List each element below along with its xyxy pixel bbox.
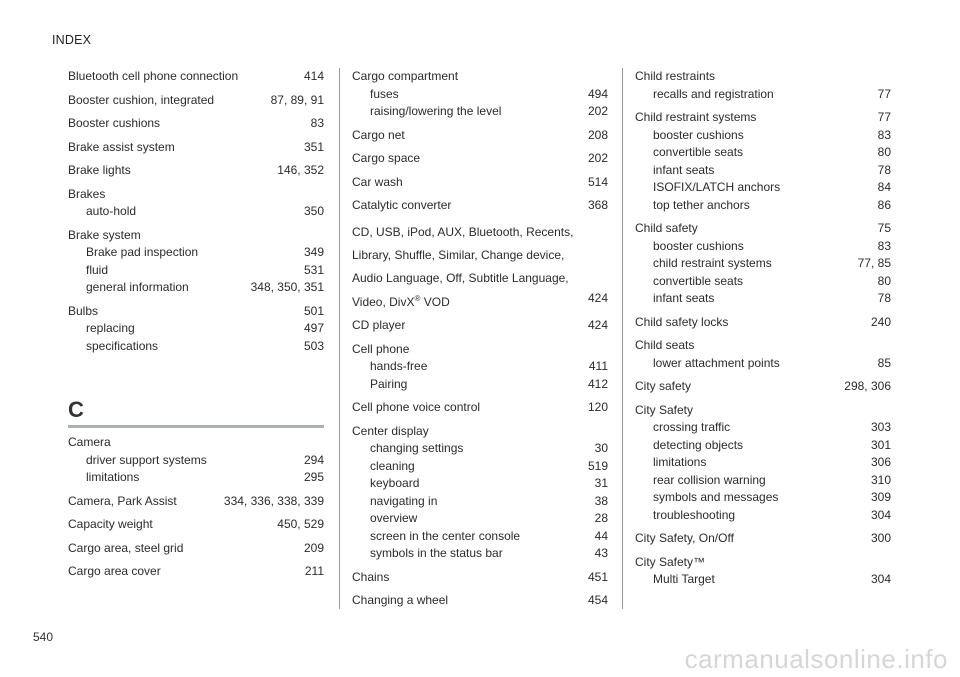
index-entry xyxy=(68,516,324,534)
entries-child xyxy=(635,68,891,589)
page-ref: 334, 336, 338, 339 xyxy=(223,493,324,508)
page-ref: 503 xyxy=(303,338,324,353)
index-entry xyxy=(68,68,324,86)
index-entry xyxy=(352,399,608,417)
sub-entry xyxy=(635,419,891,437)
sub-entry-label: navigating in xyxy=(370,493,438,508)
sub-entry-label: symbols in the status bar xyxy=(370,546,503,560)
index-entry xyxy=(635,530,891,548)
page-ref: 86 xyxy=(877,197,891,212)
page-header: INDEX xyxy=(52,33,92,47)
page-ref: 351 xyxy=(303,139,324,154)
index-entry xyxy=(352,150,608,168)
index-entry xyxy=(68,186,324,221)
index-entry xyxy=(352,68,608,121)
entry-label: Booster cushions xyxy=(68,116,161,130)
page-ref: 497 xyxy=(303,321,324,335)
index-entry: CD, USB, iPod, AUX, Bluetooth, Recents, Library, Shuffle, Similar, Change device, Audio Language, Off, Subtitle Language, Video, DivX® VOD 424 xyxy=(352,221,608,312)
entry-label: Chains xyxy=(352,569,390,584)
page-ref: 304 xyxy=(870,507,891,522)
entry-label: Brake assist system xyxy=(68,139,175,154)
page-ref: 531 xyxy=(303,262,324,277)
entry-label: Camera, Park Assist xyxy=(68,493,177,508)
page-ref: 414 xyxy=(303,69,324,83)
page-ref: 83 xyxy=(310,116,324,130)
sub-entry xyxy=(352,545,608,563)
sub-entry-label: cleaning xyxy=(370,458,415,473)
page-ref: 87, 89, 91 xyxy=(270,92,324,107)
sub-entry xyxy=(635,127,891,145)
entry-label: Child safety xyxy=(635,221,698,235)
page-ref: 202 xyxy=(587,151,608,165)
index-entry xyxy=(352,341,608,394)
sub-entry-label: replacing xyxy=(86,321,135,335)
index-entry xyxy=(68,303,324,356)
entry-label: Catalytic converter xyxy=(352,198,452,212)
sub-entry xyxy=(352,440,608,458)
sub-entry xyxy=(352,475,608,493)
sub-entry-label: fluid xyxy=(86,262,109,277)
page-ref: 85 xyxy=(877,355,891,370)
page-ref: 298, 306 xyxy=(844,379,891,393)
sub-entry xyxy=(352,493,608,511)
entry-label: Cell phone xyxy=(352,341,410,356)
sub-entry-label: limitations xyxy=(653,455,707,469)
sub-entry-label: specifications xyxy=(86,338,159,353)
page-ref: 78 xyxy=(877,291,891,305)
entry-label: Cargo compartment xyxy=(352,69,459,83)
sub-entry xyxy=(352,103,608,121)
sub-entry-label: infant seats xyxy=(653,162,715,177)
entry-label: Center display xyxy=(352,423,429,438)
sub-entry xyxy=(68,320,324,338)
page-ref: 304 xyxy=(870,572,891,586)
sub-entry-label: screen in the center console xyxy=(370,528,521,543)
sub-entry-label: auto-hold xyxy=(86,204,137,218)
entry-label: Cargo net xyxy=(352,127,405,142)
page-ref: 28 xyxy=(594,511,608,525)
page-ref: 78 xyxy=(877,162,891,177)
index-entry xyxy=(68,563,324,581)
page-ref: 411 xyxy=(588,359,608,373)
page-ref: 43 xyxy=(594,546,608,560)
sub-entry xyxy=(635,290,891,308)
index-entry xyxy=(68,162,324,180)
entry-label: Brakes xyxy=(68,186,106,201)
entry-label: Camera xyxy=(68,435,111,449)
sub-entry xyxy=(635,197,891,215)
page-ref: 494 xyxy=(587,86,608,101)
page-ref: 211 xyxy=(304,564,324,578)
index-entry xyxy=(68,115,324,133)
entry-label: Booster cushion, integrated xyxy=(68,92,215,107)
entry-label: Cell phone voice control xyxy=(352,400,481,414)
entry-label: Brake system xyxy=(68,227,141,242)
page-ref: 350 xyxy=(303,204,324,218)
sub-entry xyxy=(635,273,891,291)
sub-entry xyxy=(635,179,891,197)
page-ref: 30 xyxy=(594,441,608,455)
sub-entry-label: booster cushions xyxy=(653,127,744,142)
page-ref: 368 xyxy=(587,198,608,212)
column-divider xyxy=(339,68,340,609)
entry-label: Capacity weight xyxy=(68,517,153,531)
page-ref: 120 xyxy=(587,400,608,414)
sub-entry xyxy=(635,86,891,104)
page-ref: 77, 85 xyxy=(857,256,891,270)
sub-entry-label: driver support systems xyxy=(86,452,207,467)
index-entry xyxy=(68,92,324,110)
sub-entry-label: overview xyxy=(370,511,418,525)
page-ref: 301 xyxy=(870,437,891,452)
page-ref: 300 xyxy=(870,531,891,545)
entry-label: CD player xyxy=(352,318,406,332)
sub-entry xyxy=(352,358,608,376)
page-ref: 424 xyxy=(587,290,608,305)
sub-entry-label: hands-free xyxy=(370,359,428,373)
sub-entry-label: convertible seats xyxy=(653,145,744,159)
section-letter: C xyxy=(68,397,84,422)
page-ref: 240 xyxy=(870,314,891,329)
sub-entry-label: infant seats xyxy=(653,291,715,305)
entry-label: Child seats xyxy=(635,338,695,352)
page-ref: 294 xyxy=(303,452,324,467)
page-ref: 514 xyxy=(587,174,608,189)
sub-entry-label: raising/lowering the level xyxy=(370,104,502,118)
index-entry xyxy=(68,540,324,558)
index-entry xyxy=(635,402,891,525)
page-ref: 44 xyxy=(594,528,608,543)
sub-entry xyxy=(68,244,324,262)
page-ref: 412 xyxy=(587,376,608,391)
page-ref: 501 xyxy=(303,303,324,318)
index-column-1 xyxy=(68,68,324,587)
sub-entry xyxy=(68,262,324,280)
entry-label: Child safety locks xyxy=(635,314,729,329)
page-ref: 349 xyxy=(303,245,324,259)
entry-label: CD, USB, iPod, AUX, Bluetooth, Recents, Library, Shuffle, Similar, Change device, Audio Language, Off, Subtitle Language, xyxy=(352,224,574,285)
sub-entry xyxy=(352,458,608,476)
entry-label: Cargo area, steel grid xyxy=(68,540,184,555)
index-entry xyxy=(68,493,324,511)
page-ref: 77 xyxy=(877,110,891,124)
sub-entry-label: convertible seats xyxy=(653,273,744,288)
page-ref: 80 xyxy=(877,273,891,288)
entry-label: City safety xyxy=(635,379,692,393)
index-entry xyxy=(635,378,891,396)
page-ref: 80 xyxy=(877,145,891,159)
page-ref: 202 xyxy=(587,104,608,118)
sub-entry xyxy=(635,454,891,472)
entry-label: Changing a wheel xyxy=(352,593,449,607)
page-ref: 83 xyxy=(877,238,891,253)
sub-entry-label: limitations xyxy=(86,470,140,484)
index-entry xyxy=(352,197,608,215)
sub-entry xyxy=(68,469,324,487)
index-entry xyxy=(352,569,608,587)
sub-entry xyxy=(635,255,891,273)
entry-label: Bluetooth cell phone connection xyxy=(68,69,239,83)
entries-cd xyxy=(352,317,608,610)
page-ref: 310 xyxy=(870,472,891,487)
page-ref: 75 xyxy=(877,221,891,235)
sub-entry xyxy=(352,528,608,546)
sub-entry-label: troubleshooting xyxy=(653,507,736,522)
entry-label: Child restraints xyxy=(635,69,716,83)
entry-label: Cargo area cover xyxy=(68,564,161,578)
entry-label: Child restraint systems xyxy=(635,110,757,124)
index-entry xyxy=(352,127,608,145)
page-ref: 84 xyxy=(877,180,891,194)
sub-entry xyxy=(635,472,891,490)
sub-entry xyxy=(635,162,891,180)
index-entry xyxy=(68,139,324,157)
sub-entry xyxy=(635,507,891,525)
index-entry xyxy=(635,554,891,589)
sub-entry xyxy=(68,279,324,297)
sub-entry xyxy=(68,452,324,470)
index-entry xyxy=(352,592,608,610)
entries-b xyxy=(68,68,324,355)
entries-c xyxy=(68,434,324,581)
page-ref: 208 xyxy=(587,127,608,142)
page-ref: 519 xyxy=(587,458,608,473)
sub-entry xyxy=(635,144,891,162)
sub-entry-label: keyboard xyxy=(370,476,420,490)
sub-entry xyxy=(635,437,891,455)
page-ref: 306 xyxy=(870,455,891,469)
page-ref: 77 xyxy=(877,86,891,101)
page-ref: 424 xyxy=(587,318,608,332)
entries-cargo xyxy=(352,68,608,215)
index-entry xyxy=(68,227,324,297)
index-column-2 xyxy=(352,68,608,616)
index-entry xyxy=(635,109,891,214)
sub-entry-label: lower attachment points xyxy=(653,355,780,370)
sub-entry-label: child restraint systems xyxy=(653,256,772,270)
index-entry xyxy=(352,317,608,335)
sub-entry xyxy=(352,86,608,104)
page-ref: 38 xyxy=(594,493,608,508)
sub-entry-label: rear collision warning xyxy=(653,472,766,487)
watermark: carmanualsonline.info xyxy=(684,644,948,674)
page-ref: 348, 350, 351 xyxy=(250,280,324,294)
sub-entry xyxy=(352,376,608,394)
sub-entry-label: ISOFIX/LATCH anchors xyxy=(653,180,781,194)
index-column-3 xyxy=(635,68,891,595)
index-entry xyxy=(635,314,891,332)
page-ref: 295 xyxy=(303,470,324,484)
entry-label: Car wash xyxy=(352,174,403,189)
entry-label: City Safety, On/Off xyxy=(635,531,734,545)
page-ref: 454 xyxy=(587,593,608,607)
page-ref: 450, 529 xyxy=(277,517,324,531)
page-ref: 83 xyxy=(877,127,891,142)
sub-entry-label: Multi Target xyxy=(653,572,715,586)
sub-entry xyxy=(68,338,324,356)
page-ref: 303 xyxy=(870,420,891,434)
page-ref: 31 xyxy=(594,476,608,490)
sub-entry-label: recalls and registration xyxy=(653,86,774,101)
entry-label: Brake lights xyxy=(68,163,131,177)
entry-label: City Safety™ xyxy=(635,554,706,569)
index-entry xyxy=(635,68,891,103)
sub-entry xyxy=(635,238,891,256)
index-entry xyxy=(635,337,891,372)
page-ref: 209 xyxy=(303,540,324,555)
index-entry xyxy=(68,434,324,487)
entry-label: Bulbs xyxy=(68,303,99,318)
page-ref: 146, 352 xyxy=(277,163,324,177)
sub-entry-label: general information xyxy=(86,280,189,294)
page-ref: 451 xyxy=(587,569,608,584)
sub-entry xyxy=(352,510,608,528)
sub-entry xyxy=(635,571,891,589)
sub-entry xyxy=(635,489,891,507)
sub-entry-label: Pairing xyxy=(370,376,408,391)
entry-label: Cargo space xyxy=(352,151,421,165)
section-rule xyxy=(68,425,324,428)
index-entry xyxy=(352,423,608,563)
sub-entry-label: top tether anchors xyxy=(653,197,750,212)
sub-entry-label: fuses xyxy=(370,86,399,101)
index-entry xyxy=(635,220,891,308)
entry-label: City Safety xyxy=(635,402,694,417)
index-entry xyxy=(352,174,608,192)
sub-entry xyxy=(635,355,891,373)
sub-entry-label: booster cushions xyxy=(653,238,744,253)
sub-entry-label: Brake pad inspection xyxy=(86,245,199,259)
sub-entry-label: crossing traffic xyxy=(653,420,731,434)
sub-entry xyxy=(68,203,324,221)
page-number: 540 xyxy=(33,630,54,644)
page-ref: 309 xyxy=(870,490,891,504)
sub-entry-label: detecting objects xyxy=(653,437,744,452)
column-divider xyxy=(622,68,623,609)
sub-entry-label: symbols and messages xyxy=(653,490,779,504)
sub-entry-label: changing settings xyxy=(370,441,464,455)
